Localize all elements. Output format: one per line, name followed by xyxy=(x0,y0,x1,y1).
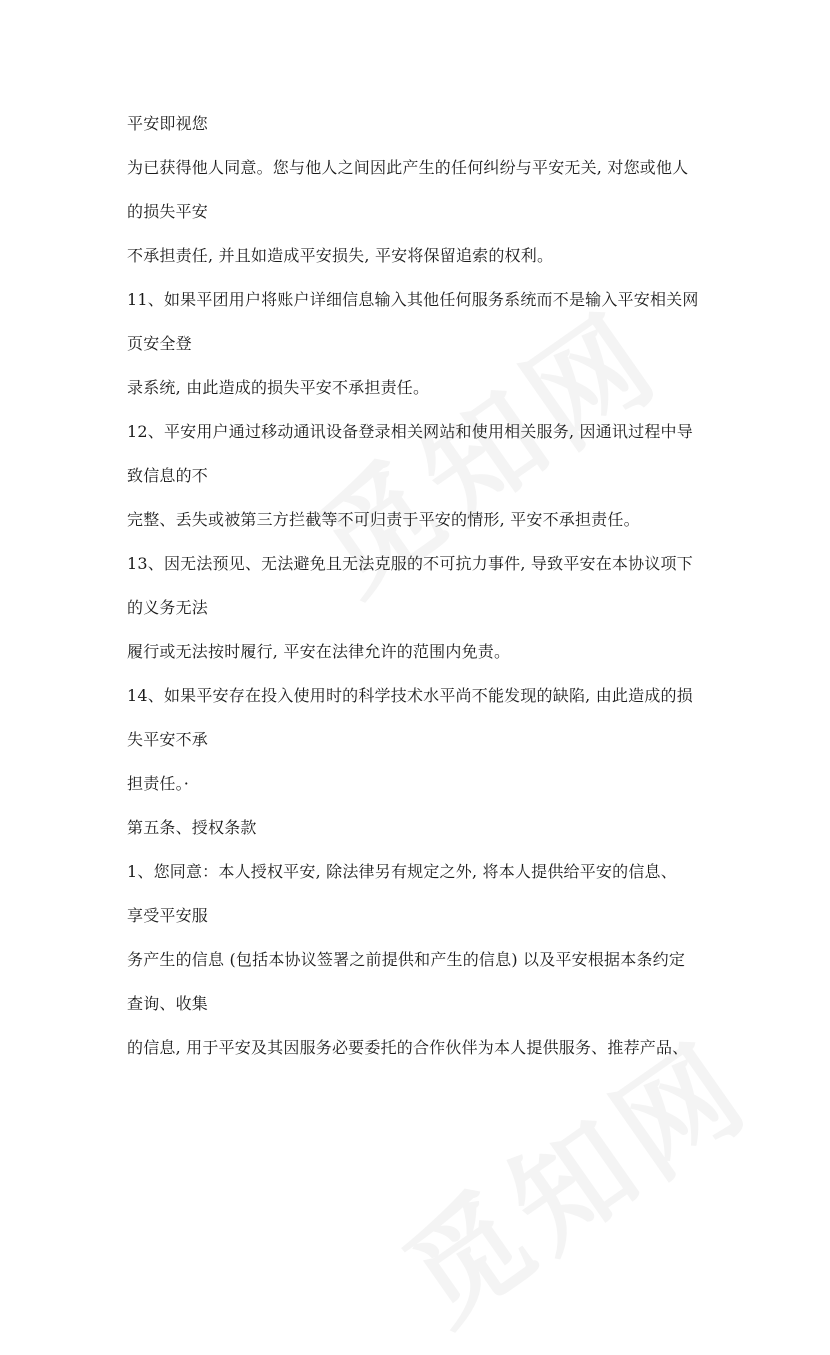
text-line: 不承担责任, 并且如造成平安损失, 平安将保留追索的权利。 xyxy=(127,246,554,265)
text-line: 务产生的信息 (包括本协议签署之前提供和产生的信息) 以及平安根据本条约定 xyxy=(127,950,686,969)
text-line: 查询、收集 xyxy=(127,994,209,1013)
text-line: 为已获得他人同意。您与他人之间因此产生的任何纠纷与平安无关, 对您或他人 xyxy=(127,158,689,177)
text-line: 12、平安用户通过移动通讯设备登录相关网站和使用相关服务, 因通讯过程中导 xyxy=(127,422,693,441)
text-line: 致信息的不 xyxy=(127,466,209,485)
text-line: 11、如果平团用户将账户详细信息输入其他任何服务系统而不是输入平安相关网 xyxy=(127,290,699,309)
text-line: 14、如果平安存在投入使用时的科学技术水平尚不能发现的缺陷, 由此造成的损 xyxy=(127,686,693,705)
text-line: 享受平安服 xyxy=(127,906,209,925)
text-line: 13、因无法预见、无法避免且无法克服的不可抗力事件, 导致平安在本协议项下 xyxy=(127,554,693,573)
text-line: 的义务无法 xyxy=(127,598,209,617)
text-line: 的损失平安 xyxy=(127,202,209,221)
text-line: 失平安不承 xyxy=(127,730,209,749)
text-line: 录系统, 由此造成的损失平安不承担责任。 xyxy=(127,378,430,397)
text-line: 的信息, 用于平安及其因服务必要委托的合作伙伴为本人提供服务、推荐产品、 xyxy=(127,1038,689,1057)
text-line: 履行或无法按时履行, 平安在法律允许的范围内免责。 xyxy=(127,642,511,661)
text-line: 平安即视您 xyxy=(127,114,209,133)
text-line: 担责任。· xyxy=(127,774,190,793)
text-line: 完整、丢失或被第三方拦截等不可归责于平安的情形, 平安不承担责任。 xyxy=(127,510,640,529)
text-line: 1、您同意：本人授权平安, 除法律另有规定之外, 将本人提供给平安的信息、 xyxy=(127,862,677,881)
section-heading: 第五条、授权条款 xyxy=(127,818,257,837)
text-line: 页安全登 xyxy=(127,334,192,353)
